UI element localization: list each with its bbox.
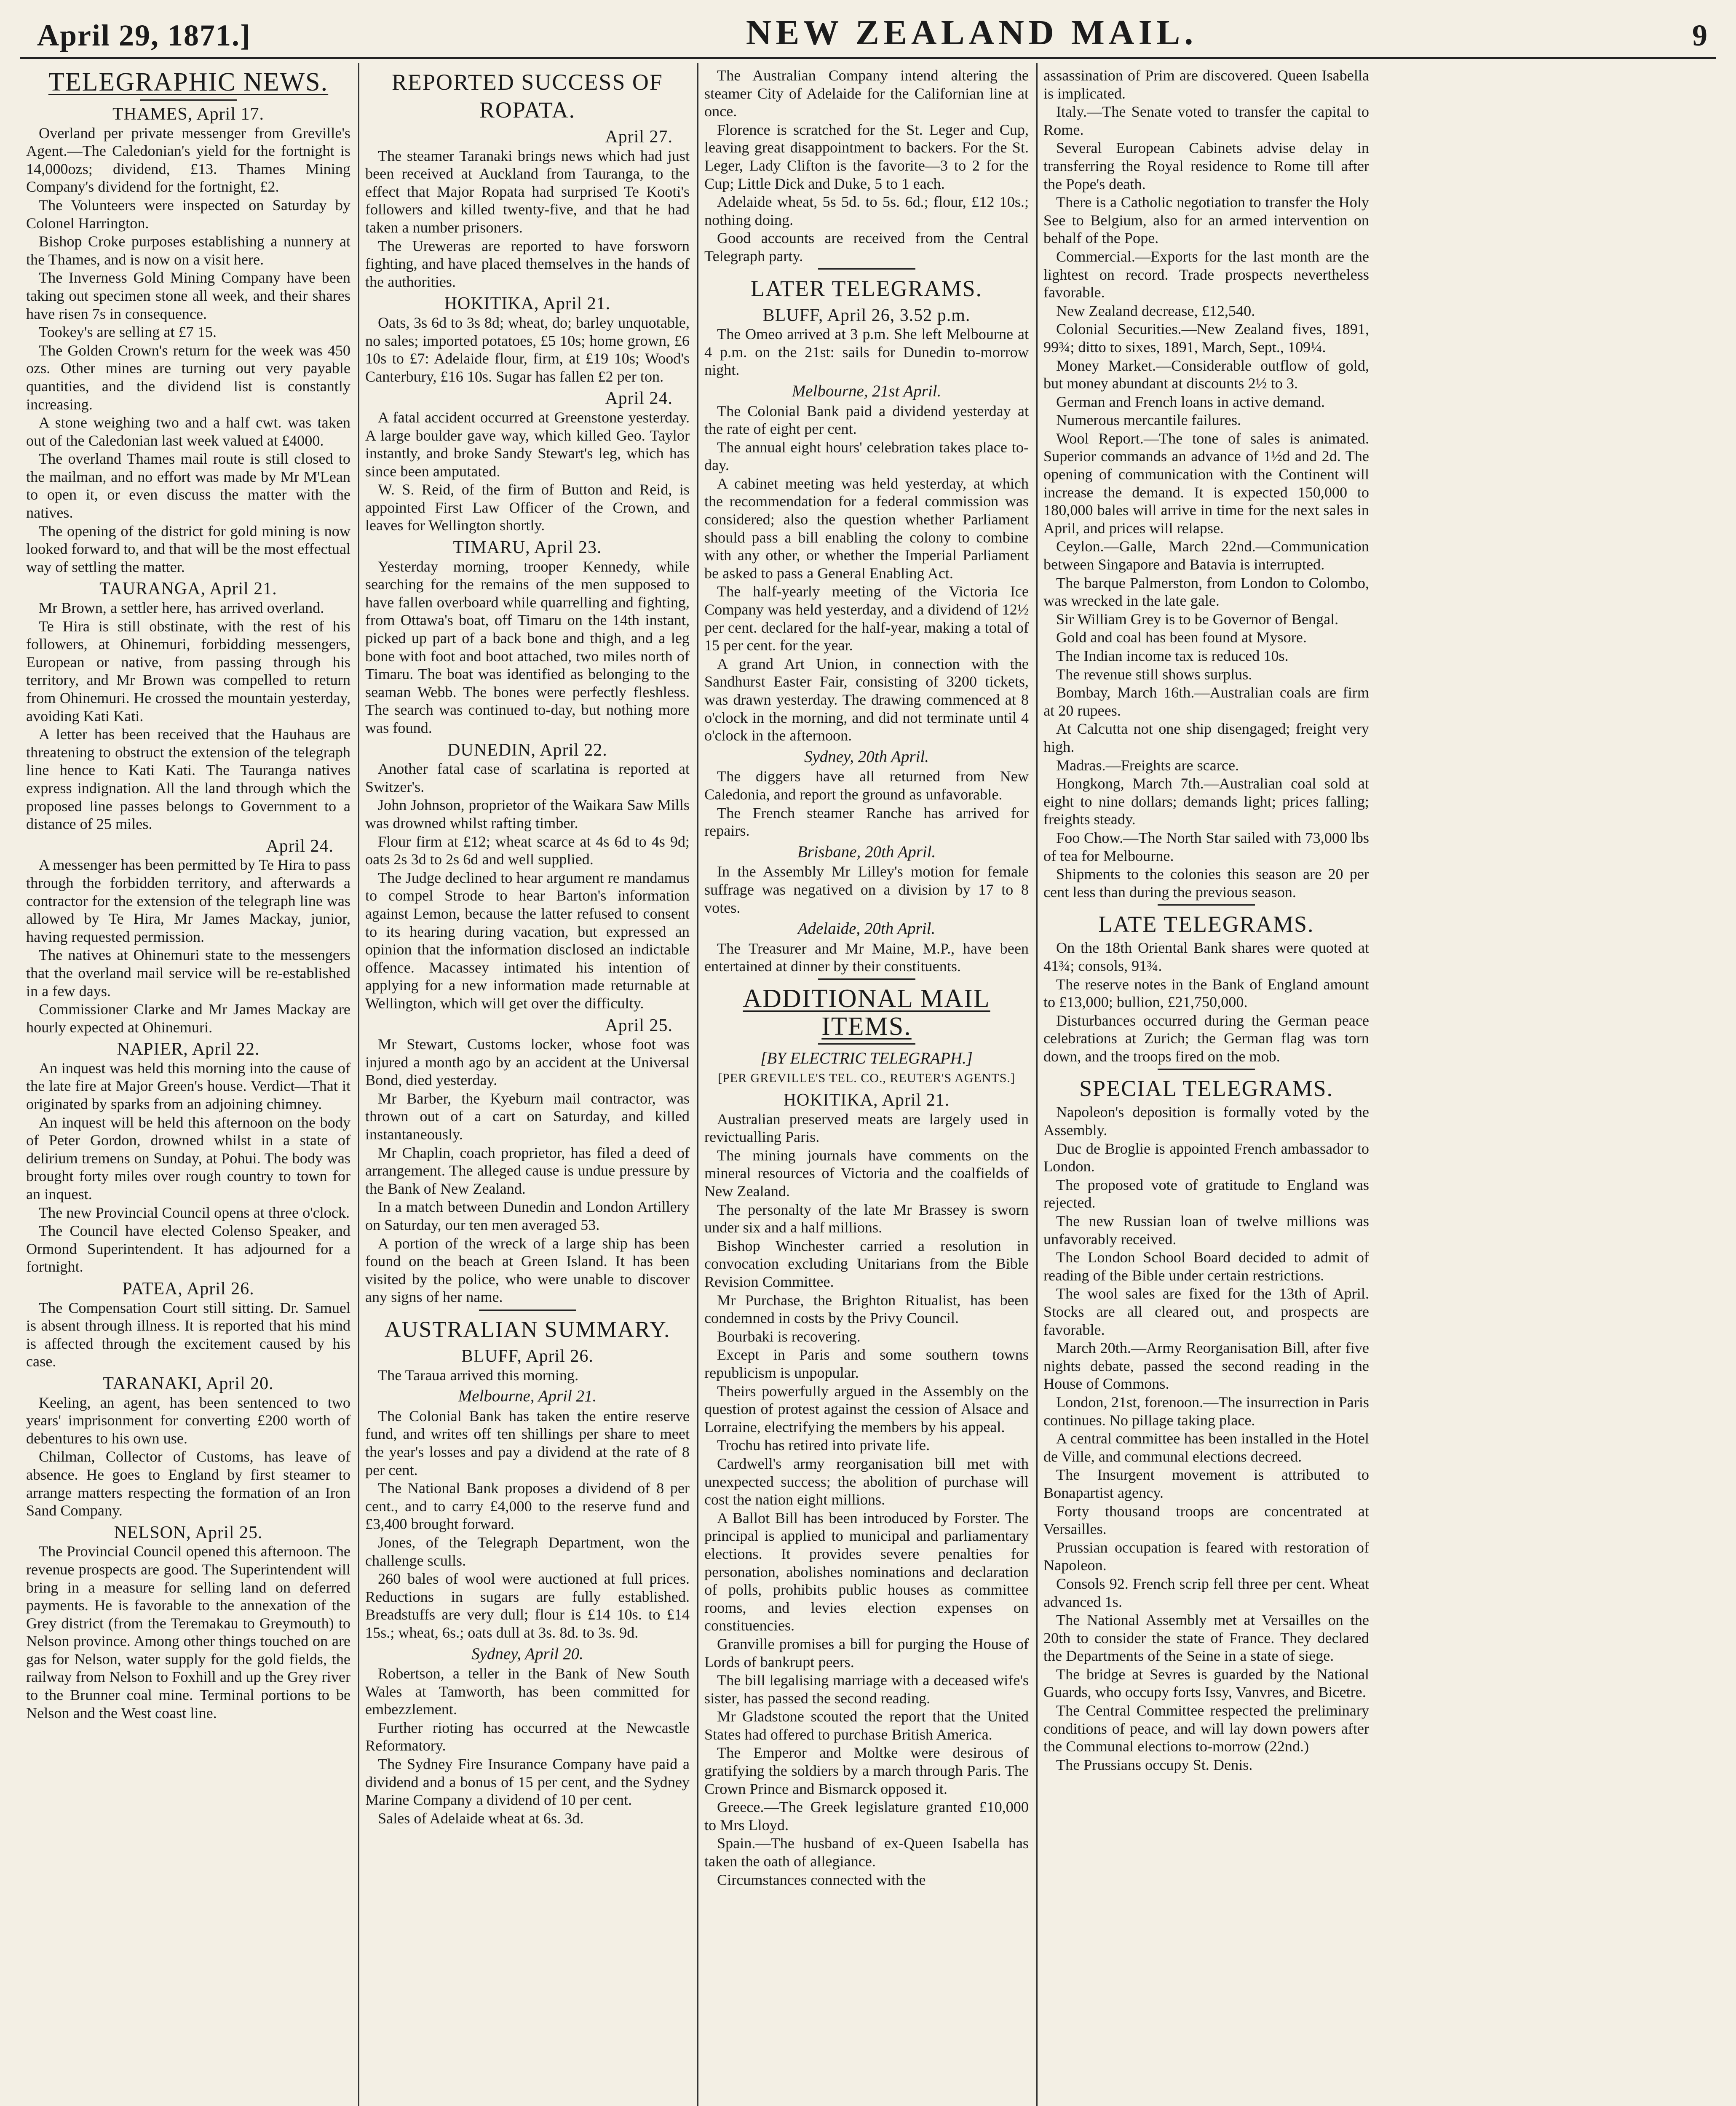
article-paragraph: The Colonial Bank has taken the entire reserve fund, and writes off ten shillings per share to meet the year's losses and pay a dividend at the rate of 8 per cent. [365,1407,690,1478]
article-paragraph: Yesterday morning, trooper Kennedy, while searching for the remains of the men supposed to have fallen overboard while quarrelling and fighting, from Ottawa's boat, off Timaru on the 14th instant, picked up part of a back bone and thigh, and a leg bone with foot and boot attached, two miles north of Timaru. The boat was identified as belonging to the seaman Webb. The bones were perfectly fleshless. The search was continued to-day, but nothing more was found. [365,558,690,736]
section-heading: REPORTED SUCCESS OF ROPATA. [392,69,663,123]
article-paragraph: On the 18th Oriental Bank shares were quoted at 41¾; consols, 91¾. [1043,939,1369,974]
article-paragraph: Greece.—The Greek legislature granted £10,000 to Mrs Lloyd. [704,1799,1029,1833]
subheading: Melbourne, 21st April. [792,382,942,400]
dateline: BLUFF, April 26, 3.52 p.m. [762,305,971,325]
article-paragraph: The Council have elected Colenso Speaker, and Ormond Superintendent. It has adjourned for a fortnight. [26,1222,350,1275]
article-paragraph: Robertson, a teller in the Bank of New South Wales at Tamworth, has been committed for embezzlement. [365,1665,690,1718]
article-paragraph: Sales of Adelaide wheat at 6s. 3d. [378,1809,584,1827]
article-paragraph: Madras.—Freights are scarce. [1056,756,1239,774]
article-paragraph: The annual eight hours' celebration takes place to-day. [704,438,1029,474]
article-paragraph: The Golden Crown's return for the week was 450 ozs. Other mines are turning out very payable quantities, and the dividend list is constantly increasing. [26,342,350,413]
article-paragraph: The National Bank proposes a dividend of 8 per cent., and to carry £4,000 to the reserve fund and £3,400 brought forward. [365,1480,690,1533]
article-paragraph: Bishop Winchester carried a resolution in convocation excluding Unitarians from the Bible Revision Committee. [704,1237,1029,1291]
subheading: Melbourne, April 21. [458,1387,597,1406]
article-paragraph: Bombay, March 16th.—Australian coals are firm at 20 rupees. [1043,684,1369,719]
article-paragraph: At Calcutta not one ship disengaged; freight very high. [1043,720,1369,755]
subheading: [BY ELECTRIC TELEGRAPH.] [760,1049,973,1067]
section-divider [479,1309,576,1311]
article-paragraph: An inquest was held this morning into the cause of the late fire at Major Green's house. Verdict—That it originated by sparks from an adjoining chimney. [26,1059,350,1113]
article-paragraph: The natives at Ohinemuri state to the messengers that the overland mail service will be re-established in a few days. [26,946,350,1000]
article-paragraph: The Emperor and Moltke were desirous of gratifying the soldiers by a march through Paris. The Crown Prince and Bismarck opposed it. [704,1744,1029,1797]
section-divider [140,99,237,101]
article-paragraph: A central committee has been installed in the Hotel de Ville, and communal elections decreed. [1043,1430,1369,1465]
dateline: April 24. [266,836,334,856]
article-paragraph: A cabinet meeting was held yesterday, at which the recommendation for a federal commission was considered; also the question whether Parliament should pass a bill enabling the colony to combine with any other, or whether the Imperial Parliament be asked to pass a General Enabling Act. [704,475,1029,582]
article-paragraph: There is a Catholic negotiation to transfer the Holy See to Belgium, also for an armed intervention on behalf of the Pope. [1043,194,1369,247]
article-paragraph: The personalty of the late Mr Brassey is sworn under six and a half millions. [704,1201,1029,1236]
subheading: Sydney, 20th April. [804,747,929,766]
masthead [20,13,1716,59]
agency-credit: [PER GREVILLE'S TEL. CO., REUTER'S AGENTS.] [718,1071,1015,1085]
article-paragraph: German and French loans in active demand. [1056,393,1325,410]
article-paragraph: The Compensation Court still sitting. Dr. Samuel is absent through illness. It is reported that his mind is affected through the excitement caused by his case. [26,1299,350,1370]
dateline: TAURANGA, April 21. [99,579,277,599]
dateline: April 25. [605,1016,673,1035]
article-paragraph: The Ureweras are reported to have forsworn fighting, and have placed themselves in the hands of the authorities. [365,237,690,290]
article-paragraph: A Ballot Bill has been introduced by Forster. The principal is applied to municipal and parliamentary elections. It provides severe penalties for personation, abolishes nominations and declaration of polls, prohibits public houses as committee rooms, and levies election expenses on constituencies. [704,1509,1029,1634]
article-paragraph: Hongkong, March 7th.—Australian coal sold at eight to nine dollars; demands light; prices falling; freights steady. [1043,775,1369,828]
article-paragraph: Disturbances occurred during the German peace celebrations at Zurich; the German flag was torn down, and the troops fired on the mob. [1043,1012,1369,1065]
article-paragraph: Commissioner Clarke and Mr James Mackay are hourly expected at Ohinemuri. [26,1001,350,1036]
section-heading: SPECIAL TELEGRAMS. [1079,1076,1334,1101]
article-paragraph: The Central Committee respected the preliminary conditions of peace, and will lay down powers after the Communal elections to-morrow (22nd.) [1043,1702,1369,1755]
article-paragraph: In the Assembly Mr Lilley's motion for female suffrage was negatived on a division by 17 to 8 votes. [704,863,1029,916]
article-paragraph: The Omeo arrived at 3 p.m. She left Melbourne at 4 p.m. on the 21st: sails for Dunedin to-morrow night. [704,326,1029,379]
article-paragraph: The Inverness Gold Mining Company have been taking out specimen stone all week, and their shares have risen 7s in consequence. [26,269,350,322]
dateline: HOKITIKA, April 21. [444,294,611,314]
section-divider [818,268,915,270]
article-paragraph: Cardwell's army reorganisation bill met with unexpected success; the abolition of purchase will cost the nation eight millions. [704,1455,1029,1508]
dateline: NELSON, April 25. [114,1523,263,1542]
article-paragraph: Trochu has retired into private life. [717,1437,930,1454]
dateline: NAPIER, April 22. [117,1040,260,1059]
article-paragraph: London, 21st, forenoon.—The insurrection in Paris continues. No pillage taking place. [1043,1393,1369,1429]
dateline: TARANAKI, April 20. [103,1374,274,1393]
column-2 [359,63,698,2106]
article-paragraph: Mr Brown, a settler here, has arrived overland. [39,599,324,617]
article-paragraph: The proposed vote of gratitude to England was rejected. [1043,1176,1369,1211]
article-paragraph: 260 bales of wool were auctioned at full prices. Reductions in sugars are fully established. Breadstuffs are very dull; flour is £14 10s. to £14 15s.; wheat, 6s.; oats dull at 3s. 8d. to 3s. 9d. [365,1570,690,1641]
article-paragraph: The Volunteers were inspected on Saturday by Colonel Harrington. [26,196,350,232]
article-paragraph: A messenger has been permitted by Te Hira to pass through the forbidden territory, and afterwards a contractor for the extension of the telegraph line was allowed by Te Hira, Mr James Mackay, junior, having requested permission. [26,856,350,945]
section-divider [818,978,915,981]
article-paragraph: Duc de Broglie is appointed French ambassador to London. [1043,1140,1369,1175]
article-paragraph: Wool Report.—The tone of sales is animated. Superior commands an advance of 1½d and 2d. The opening of communication with the Continent will increase the demand. It is expected 150,000 to 180,000 bales will arrive in time for the next sales in April, and prices will relapse. [1043,430,1369,537]
section-heading: LATER TELEGRAMS. [750,275,982,301]
dateline: April 24. [605,389,673,409]
article-paragraph: Italy.—The Senate voted to transfer the capital to Rome. [1043,103,1369,138]
columns [20,63,1716,2106]
article-paragraph: A letter has been received that the Hauhaus are threatening to obstruct the extension of the telegraph line hence to Kati Kati. The Tauranga natives express indignation. All the land through which the proposed line passes belongs to Government to a distance of 25 miles. [26,726,350,833]
article-paragraph: The Prussians occupy St. Denis. [1056,1756,1253,1773]
article-paragraph: The revenue still shows surplus. [1056,665,1252,683]
article-paragraph: Gold and coal has been found at Mysore. [1056,629,1307,646]
article-paragraph: The wool sales are fixed for the 13th of April. Stocks are all cleared out, and prospects are favorable. [1043,1285,1369,1338]
article-paragraph: Tookey's are selling at £7 15. [39,323,217,341]
article-paragraph: The overland Thames mail route is still closed to the mailman, and no effort was made by Mr M'Lean to open it, or even discuss the matter with the natives. [26,450,350,521]
subheading: Sydney, April 20. [471,1644,583,1663]
dateline: HOKITIKA, April 21. [783,1090,950,1110]
article-paragraph: Prussian occupation is feared with restoration of Napoleon. [1043,1539,1369,1574]
article-paragraph: A stone weighing two and a half cwt. was taken out of the Caledonian last week valued at £4000. [26,414,350,449]
dateline: BLUFF, April 26. [461,1347,594,1366]
article-paragraph: Granville promises a bill for purging the House of Lords of bankrupt peers. [704,1635,1029,1670]
article-paragraph: Ceylon.—Galle, March 22nd.—Communication between Singapore and Batavia is interrupted. [1043,538,1369,573]
article-paragraph: The French steamer Ranche has arrived for repairs. [704,804,1029,839]
article-paragraph: A portion of the wreck of a large ship has been found on the beach at Green Island. It has been visited by the police, who were unable to discover any signs of her name. [365,1235,690,1306]
dateline: PATEA, April 26. [122,1279,254,1299]
article-paragraph: The reserve notes in the Bank of England amount to £13,000; bullion, £21,750,000. [1043,975,1369,1011]
dateline: TIMARU, April 23. [453,538,602,558]
article-paragraph: Te Hira is still obstinate, with the rest of his followers, at Ohinemuri, forbidding messengers, European or native, from passing through his territory, and Mr Brown was compelled to return from Ohinemuri. He crossed the mountain yesterday, avoiding Kati Kati. [26,617,350,724]
article-paragraph: Oats, 3s 6d to 3s 8d; wheat, do; barley unquotable, no sales; imported potatoes, £5 10s; home grown, £6 10s to £7: Adelaide flour, firm, at £19 10s; Wood's Canterbury, £16 10s. Sugar has fallen £2 per ton. [365,314,690,385]
section-heading: LATE TELEGRAMS. [1098,911,1314,937]
article-paragraph: The Sydney Fire Insurance Company have paid a dividend and a bonus of 15 per cent, and the Sydney Marine Company a dividend of 10 per cent. [365,1756,690,1809]
article-paragraph: Mr Purchase, the Brighton Ritualist, has been condemned in costs by the Privy Council. [704,1291,1029,1327]
article-paragraph: John Johnson, proprietor of the Waikara Saw Mills was drowned whilst rafting timber. [365,796,690,831]
section-divider [818,1043,915,1045]
article-paragraph: Keeling, an agent, has been sentenced to two years' imprisonment for converting £200 worth of debentures to his own use. [26,1394,350,1447]
article-paragraph: assassination of Prim are discovered. Queen Isabella is implicated. [1043,67,1369,102]
article-paragraph: The Provincial Council opened this afternoon. The revenue prospects are good. The Superintendent will bring in a measure for selling land on deferred payments. He is favorable to the annexation of the Grey district (from the Teremakau to Greymouth) to Nelson province. Among other things touched on are gas for Nelson, water supply for the gold fields, the railway from Nelson to Foxhill and up the Grey river to the Brunner coal mine. Terminal portions to be Nelson and the West coast line. [26,1543,350,1721]
subheading: Adelaide, 20th April. [797,919,936,938]
article-paragraph: Further rioting has occurred at the Newcastle Reformatory. [365,1719,690,1754]
issue-date: April 29, 1871.] [37,19,251,52]
article-paragraph: Numerous mercantile failures. [1056,412,1241,429]
article-paragraph: The National Assembly met at Versailles on the 20th to consider the state of France. They declared the Departments of the Seine in a state of siege. [1043,1612,1369,1665]
article-paragraph: A grand Art Union, in connection with the Sandhurst Easter Fair, consisting of 3200 tickets, was drawn yesterday. The drawing commenced at 8 o'clock in the morning, and did not terminate until 4 o'clock in the afternoon. [704,655,1029,744]
article-paragraph: The Insurgent movement is attributed to Bonapartist agency. [1043,1466,1369,1501]
article-paragraph: Adelaide wheat, 5s 5d. to 5s. 6d.; flour, £12 10s.; nothing doing. [704,193,1029,228]
article-paragraph: The bill legalising marriage with a deceased wife's sister, has passed the second reading. [704,1672,1029,1707]
dateline: THAMES, April 17. [112,104,264,124]
article-paragraph: Bishop Croke purposes establishing a nunnery at the Thames, and is now on a visit here. [26,233,350,268]
section-divider [1158,903,1255,906]
article-paragraph: Several European Cabinets advise delay in transferring the Royal residence to Rome till after the Pope's death. [1043,139,1369,192]
article-paragraph: The Australian Company intend altering the steamer City of Adelaide for the Californian line at once. [704,67,1029,120]
column-4 [1038,63,1377,2106]
column-1 [20,63,359,2106]
article-paragraph: March 20th.—Army Reorganisation Bill, after five nights debate, passed the second reading in the House of Commons. [1043,1339,1369,1392]
newspaper-title: NEW ZEALAND MAIL. [746,13,1198,52]
article-paragraph: The Taraua arrived this morning. [378,1366,579,1384]
section-heading: ADDITIONAL MAIL ITEMS. [743,984,990,1041]
article-paragraph: Flour firm at £12; wheat scarce at 4s 6d to 4s 9d; oats 2s 3d to 2s 6d and well supplied. [365,833,690,868]
article-paragraph: The half-yearly meeting of the Victoria Ice Company was held yesterday, and a dividend of 12½ per cent. declared for the half-year, making a total of 15 per cent. for the year. [704,583,1029,654]
page-number: 9 [1692,19,1707,52]
article-paragraph: The bridge at Sevres is guarded by the National Guards, who occupy forts Issy, Vanvres, and Bicetre. [1043,1665,1369,1701]
article-paragraph: Chilman, Collector of Customs, has leave of absence. He goes to England by first steamer to arrange matters respecting the formation of an Iron Sand Company. [26,1448,350,1519]
article-paragraph: Spain.—The husband of ex-Queen Isabella has taken the oath of allegiance. [704,1835,1029,1870]
article-paragraph: Consols 92. French scrip fell three per cent. Wheat advanced 1s. [1043,1575,1369,1610]
article-paragraph: The opening of the district for gold mining is now looked forward to, and that will be the most effectual way of settling the matter. [26,522,350,575]
article-paragraph: Foo Chow.—The North Star sailed with 73,000 lbs of tea for Melbourne. [1043,829,1369,864]
article-paragraph: Jones, of the Telegraph Department, won the challenge sculls. [365,1534,690,1569]
article-paragraph: Good accounts are received from the Central Telegraph party. [704,230,1029,265]
article-paragraph: An inquest will be held this afternoon on the body of Peter Gordon, drowned whilst in a state of delirium tremens on Sunday, at Pohui. The body was brought forty miles over rough country to town for an inquest. [26,1114,350,1203]
article-paragraph: New Zealand decrease, £12,540. [1056,302,1255,319]
article-paragraph: Napoleon's deposition is formally voted by the Assembly. [1043,1104,1369,1139]
article-paragraph: A fatal accident occurred at Greenstone yesterday. A large boulder gave way, which killed Geo. Taylor instantly, and broke Sandy Stewart's leg, which has since been amputated. [365,409,690,480]
article-paragraph: Mr Gladstone scouted the report that the United States had offered to purchase British America. [704,1708,1029,1743]
subheading: Brisbane, 20th April. [797,842,936,861]
article-paragraph: Mr Chaplin, coach proprietor, has filed a deed of arrangement. The alleged cause is undue pressure by the Bank of New Zealand. [365,1144,690,1197]
article-paragraph: The Colonial Bank paid a dividend yesterday at the rate of eight per cent. [704,402,1029,438]
article-paragraph: In a match between Dunedin and London Artillery on Saturday, our ten men averaged 53. [365,1198,690,1234]
section-heading: AUSTRALIAN SUMMARY. [384,1317,671,1342]
article-paragraph: Mr Stewart, Customs locker, whose foot was injured a month ago by an accident at the Universal Bond, died yesterday. [365,1036,690,1089]
article-paragraph: Colonial Securities.—New Zealand fives, 1891, 99¾; ditto to sixes, 1891, March, Sept., 109¼. [1043,321,1369,355]
article-paragraph: Shipments to the colonies this season are 20 per cent less than during the previous season. [1043,866,1369,901]
article-paragraph: The Indian income tax is reduced 10s. [1056,647,1289,664]
article-paragraph: Mr Barber, the Kyeburn mail contractor, was thrown out of a cart on Saturday, and killed instantaneously. [365,1090,690,1143]
section-divider [1158,1068,1255,1070]
article-paragraph: Bourbaki is recovering. [717,1328,861,1345]
article-paragraph: The new Provincial Council opens at three o'clock. [39,1204,350,1221]
column-3 [698,63,1038,2106]
section-heading: TELEGRAPHIC NEWS. [48,68,329,96]
article-paragraph: Theirs powerfully argued in the Assembly on the question of protest against the cession of Alsace and Lorraine, electrifying the members by his appeal. [704,1382,1029,1435]
article-paragraph: The new Russian loan of twelve millions was unfavorably received. [1043,1213,1369,1248]
article-paragraph: Australian preserved meats are largely used in revictualling Paris. [704,1110,1029,1146]
article-paragraph: Money Market.—Considerable outflow of gold, but money abundant at discounts 2½ to 3. [1043,357,1369,392]
article-paragraph: Sir William Grey is to be Governor of Bengal. [1056,610,1339,628]
article-paragraph: The mining journals have comments on the mineral resources of Victoria and the coalfields of New Zealand. [704,1147,1029,1200]
dateline: DUNEDIN, April 22. [447,740,607,760]
article-paragraph: Except in Paris and some southern towns republicism is unpopular. [704,1346,1029,1381]
article-paragraph: The London School Board decided to admit of reading of the Bible under certain restrictions. [1043,1249,1369,1284]
article-paragraph: The barque Palmerston, from London to Colombo, was wrecked in the late gale. [1043,574,1369,609]
article-paragraph: Florence is scratched for the St. Leger and Cup, leaving great disappointment to backers. For the St. Leger, Lady Clifton is the favorite—3 to 2 for the Cup; Little Dick and Duke, 5 to 1 each. [704,121,1029,192]
article-paragraph: The diggers have all returned from New Caledonia, and report the ground as unfavorable. [704,768,1029,803]
article-paragraph: Another fatal case of scarlatina is reported at Switzer's. [365,760,690,795]
article-paragraph: Commercial.—Exports for the last month are the lightest on record. Trade prospects nevertheless favorable. [1043,248,1369,301]
article-paragraph: The steamer Taranaki brings news which had just been received at Auckland from Tauranga, to the effect that Major Ropata had surprised Te Kooti's followers and killed twenty-five, and that he had taken a number prisoners. [365,147,690,236]
article-paragraph: The Treasurer and Mr Maine, M.P., have been entertained at dinner by their constituents. [704,940,1029,975]
article-paragraph: W. S. Reid, of the firm of Button and Reid, is appointed First Law Officer of the Crown, and leaves for Wellington shortly. [365,481,690,534]
article-paragraph: The Judge declined to hear argument re mandamus to compel Strode to hear Barton's information against Lemon, because the latter refused to consent to its hearing during vacation, but expressed an opinion that the information disclosed an indictable offence. Macassey intimated his intention of applying for a new information made returnable at Wellington, which will get over the difficulty. [365,869,690,1012]
article-paragraph: Overland per private messenger from Greville's Agent.—The Caledonian's yield for the fortnight is 14,000ozs; dividend, £13. Thames Mining Company's dividend for the fortnight, £2. [26,124,350,195]
dateline: April 27. [605,127,673,147]
article-paragraph: Circumstances connected with the [717,1871,926,1888]
article-paragraph: Forty thousand troops are concentrated at Versailles. [1043,1502,1369,1538]
